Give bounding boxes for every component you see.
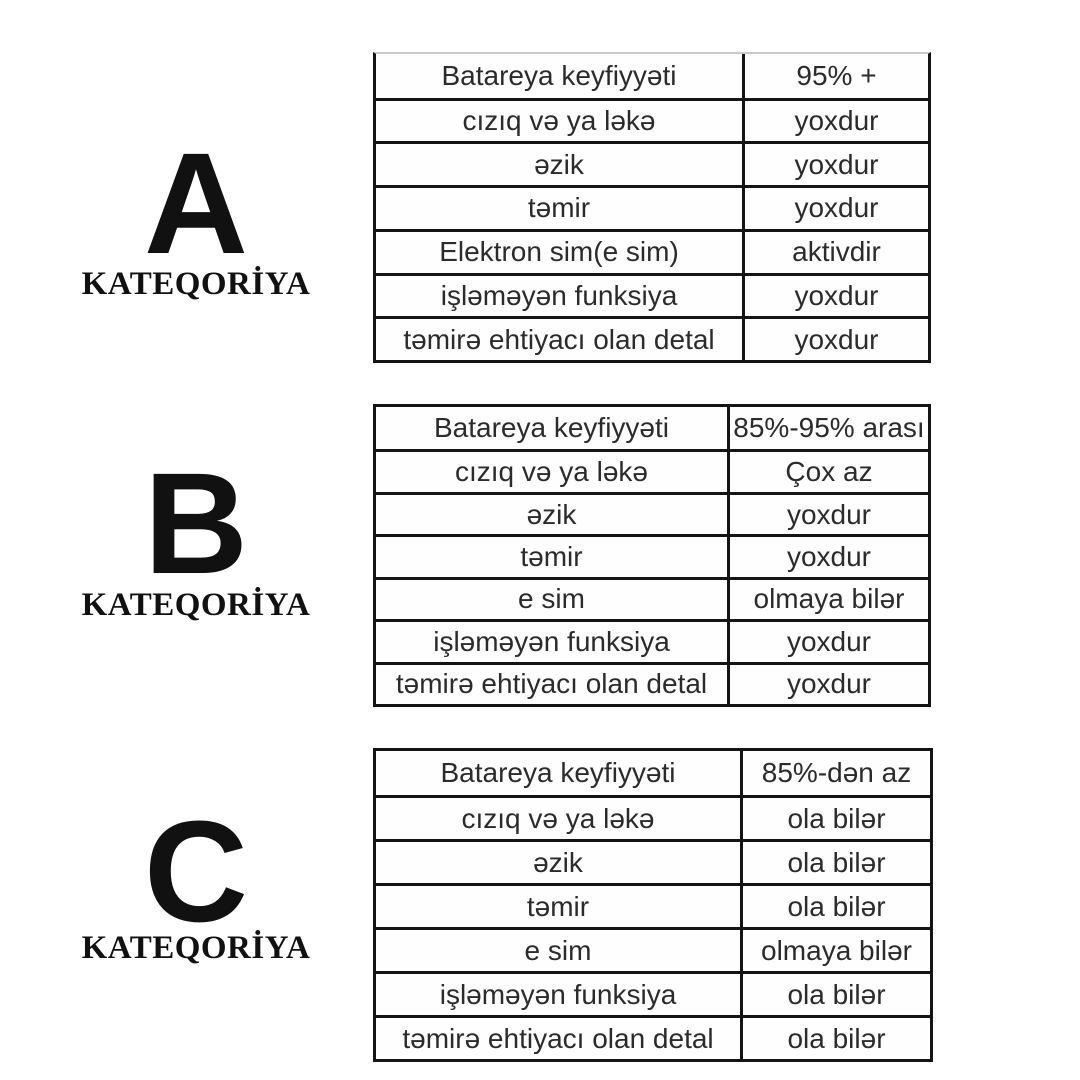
spec-name-cell: e sim [376, 927, 743, 971]
spec-value-cell: ola bilər [743, 1015, 930, 1059]
category-b-label: KATEQORİYA [81, 587, 311, 623]
spec-value-cell: ola bilər [743, 971, 930, 1015]
category-a-label: KATEQORİYA [81, 266, 311, 302]
spec-value-cell: yoxdur [730, 534, 928, 576]
spec-name-cell: işləməyən funksiya [376, 619, 730, 661]
spec-name-cell: təmirə ehtiyacı olan detal [376, 316, 745, 360]
spec-value-cell: ola bilər [743, 839, 930, 883]
spec-value-cell: aktivdir [745, 229, 928, 273]
spec-value-cell: yoxdur [745, 141, 928, 185]
spec-name-cell: əzik [376, 141, 745, 185]
spec-value-cell: yoxdur [730, 662, 928, 704]
category-c-spec-table [373, 748, 933, 1062]
spec-name-cell: Batareya keyfiyyəti [376, 751, 743, 795]
spec-value-cell: yoxdur [745, 273, 928, 317]
spec-name-cell: əzik [376, 492, 730, 534]
spec-name-cell: cızıq və ya ləkə [376, 795, 743, 839]
spec-value-cell: olmaya bilər [730, 577, 928, 619]
spec-name-cell: işləməyən funksiya [376, 273, 745, 317]
spec-name-cell: təmir [376, 534, 730, 576]
spec-value-cell: yoxdur [745, 316, 928, 360]
spec-name-cell: e sim [376, 577, 730, 619]
spec-value-cell: Çox az [730, 449, 928, 491]
spec-value-cell: yoxdur [730, 492, 928, 534]
spec-name-cell: Elektron sim(e sim) [376, 229, 745, 273]
spec-name-cell: Batareya keyfiyyəti [376, 407, 730, 449]
spec-name-cell: təmir [376, 883, 743, 927]
spec-value-cell: ola bilər [743, 795, 930, 839]
spec-value-cell: 85%-95% arası [733, 412, 925, 444]
spec-value-cell: 95% + [796, 59, 877, 91]
spec-name-cell: cızıq və ya ləkə [376, 98, 745, 142]
spec-value-cell: 85%-dən az [761, 757, 912, 788]
category-b-letter: B [144, 443, 248, 604]
category-b-spec-table [373, 404, 931, 707]
category-a-letter: A [144, 123, 248, 284]
spec-name-cell: Batareya keyfiyyəti [376, 54, 745, 98]
spec-value-cell: yoxdur [730, 619, 928, 661]
spec-name-cell: təmirə ehtiyacı olan detal [376, 1015, 743, 1059]
category-c-label: KATEQORİYA [81, 930, 311, 966]
spec-value-cell: yoxdur [745, 185, 928, 229]
spec-value-cell: olmaya bilər [743, 927, 930, 971]
spec-name-cell: cızıq və ya ləkə [376, 449, 730, 491]
spec-value-cell: yoxdur [745, 98, 928, 142]
spec-name-cell: işləməyən funksiya [376, 971, 743, 1015]
spec-name-cell: təmirə ehtiyacı olan detal [376, 662, 730, 704]
spec-name-cell: əzik [376, 839, 743, 883]
spec-name-cell: təmir [376, 185, 745, 229]
category-a-spec-table [373, 52, 931, 363]
category-c-letter: C [144, 791, 248, 952]
spec-value-cell: ola bilər [743, 883, 930, 927]
